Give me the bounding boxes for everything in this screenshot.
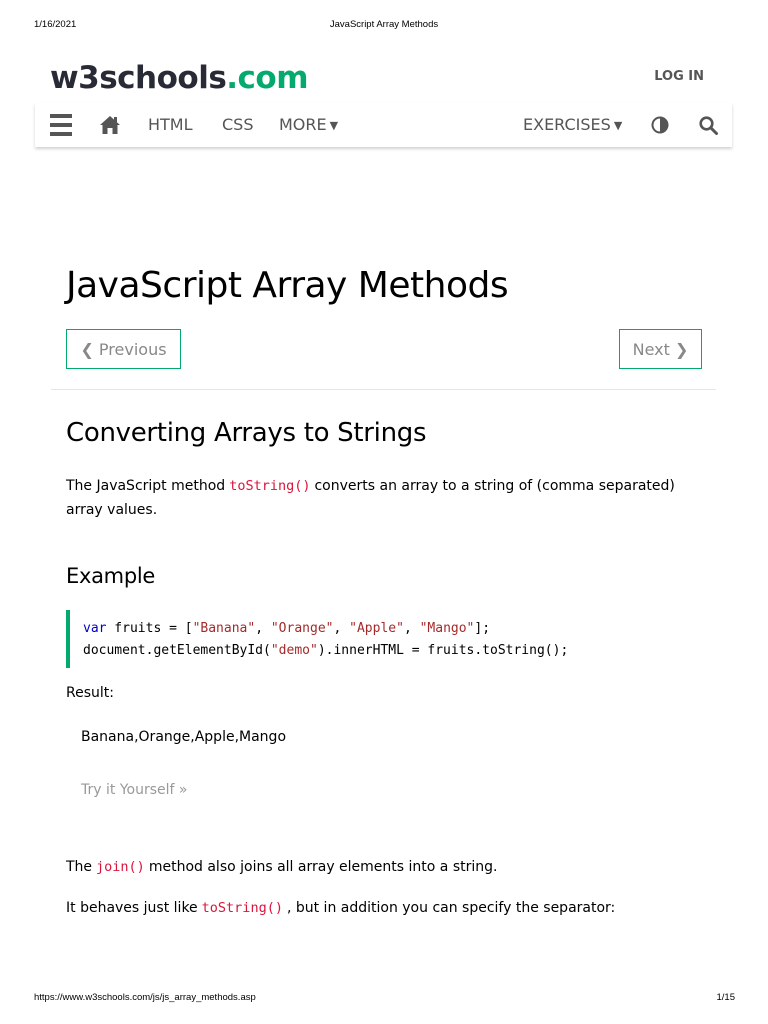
nav-more[interactable] [279, 103, 338, 147]
inline-code-tostring: toString() [229, 478, 311, 494]
login-link[interactable]: LOG IN [654, 69, 704, 84]
code-string: "Orange" [270, 621, 334, 636]
code-string: "Banana" [192, 621, 256, 636]
code-text: , [403, 621, 420, 636]
result-label: Result: [66, 685, 114, 701]
join-text-after: method also joins all array elements into a string. [148, 859, 498, 875]
intro-paragraph [66, 474, 706, 522]
caret-down-icon: ▼ [329, 119, 339, 132]
code-text: ]; [474, 621, 491, 636]
result-output: Banana,Orange,Apple,Mango [81, 729, 287, 745]
previous-button[interactable]: ❮ Previous [66, 329, 181, 369]
code-string: "Apple" [349, 621, 404, 636]
next-button[interactable]: Next ❯ [619, 329, 702, 369]
hamburger-menu-icon[interactable] [50, 114, 72, 136]
code-example [66, 610, 706, 668]
nav-html[interactable]: HTML [148, 115, 193, 134]
logo-suffix: .com [226, 60, 309, 96]
code-text: ).innerHTML = fruits.toString(); [317, 643, 569, 658]
logo-main: w3schools [50, 60, 227, 96]
join-paragraph [66, 855, 706, 879]
code-text: fruits = [ [106, 621, 193, 636]
behaves-text-after: , but in addition you can specify the separator: [286, 900, 616, 916]
code-line-1 [83, 618, 706, 640]
print-page-number: 1/15 [716, 992, 735, 1003]
intro-text-after: converts an array to a string of (comma separated) array values. [66, 478, 675, 518]
main-navbar [35, 103, 732, 147]
code-string: "Mango" [419, 621, 475, 636]
code-text: , [255, 621, 271, 636]
code-text: , [333, 621, 350, 636]
inline-code-join: join() [96, 859, 145, 875]
home-icon[interactable] [99, 115, 121, 135]
page-title: JavaScript Array Methods [66, 265, 509, 306]
caret-down-icon: ▼ [613, 119, 623, 132]
search-icon[interactable] [699, 116, 718, 134]
divider [51, 389, 716, 390]
print-title: JavaScript Array Methods [329, 19, 439, 30]
print-date: 1/16/2021 [34, 19, 77, 30]
nav-exercises[interactable] [523, 103, 622, 147]
nav-exercises-label: EXERCISES [523, 115, 611, 134]
code-string: "demo" [270, 643, 318, 658]
site-header [50, 56, 718, 100]
join-text-before: The [66, 859, 93, 875]
nav-css[interactable]: CSS [222, 115, 254, 134]
example-heading: Example [66, 564, 156, 588]
code-line-2 [83, 640, 706, 662]
site-logo[interactable] [50, 56, 308, 100]
code-keyword: var [83, 621, 107, 636]
code-text: document.getElementById( [83, 643, 271, 658]
print-url: https://www.w3schools.com/js/js_array_methods.asp [34, 992, 256, 1003]
behaves-text-before: It behaves just like [66, 900, 198, 916]
contrast-icon[interactable] [651, 116, 669, 134]
try-it-yourself-link[interactable]: Try it Yourself » [81, 782, 188, 798]
intro-text-before: The JavaScript method [66, 478, 226, 494]
section-heading: Converting Arrays to Strings [66, 418, 427, 448]
nav-more-label: MORE [279, 115, 327, 134]
inline-code-tostring: toString() [201, 900, 283, 916]
behaves-paragraph [66, 896, 706, 920]
